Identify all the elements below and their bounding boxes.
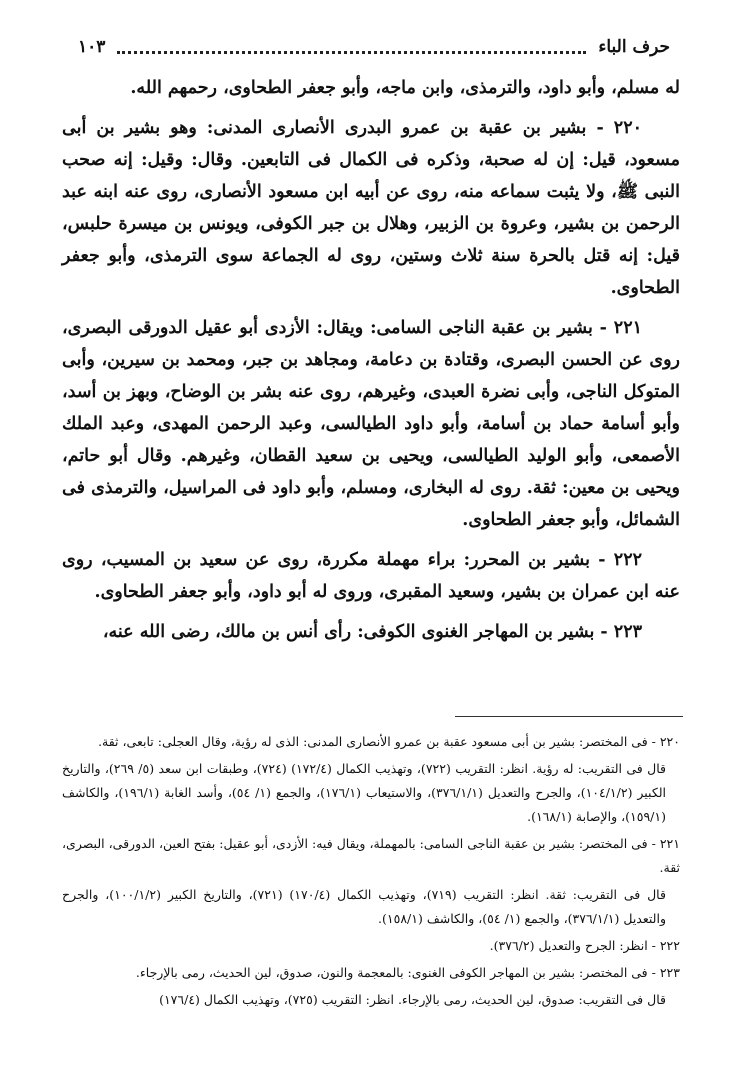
header-dot-leader [117,41,586,54]
footnote-222: ٢٢٢ - انظر: الجرح والتعديل (٣٧٦/٢). [489,938,680,953]
footnote-220-references: قال فى التقريب: له رؤية. انظر: التقريب (٧٢٢)، وتهذيب الكمال (١٧٢/٤) (٧٢٤)، وطبقات ابن سعد (٥/ ٢٦٩)، والتاريخ الكبير (١٠٤/١/٢)، والجرح والتعديل (٣٧٦/١/١)، والاستيعاب (١٧٦/١)، والجمع (١/ ٥٤)، وأسد الغابة (١٩٦/١)، والكاشف (١٥٩/١)، والإصابة (١٦٨/١). [62,761,667,824]
chapter-title: حرف الباء [598,37,670,57]
entry-220: ٢٢٠ - بشير بن عقبة بن عمرو البدرى الأنصارى المدنى: وهو بشير بن أبى مسعود، قيل: إن له صحبة، وذكره فى الكمال فى التابعين. وقال: وقيل: إنه صحب النبى ﷺ، ولا يثبت سماعه منه، روى عن أبيه ابن مسعود الأنصارى، روى عنه ابنه عبد الرحمن بن بشير، وعروة بن الزبير، وهلال بن جبر الكوفى، ويونس بن ميسرة حلبس، قيل: إنه قتل بالحرة سنة ثلاث وستين، روى له الجماعة سوى الترمذى، وأبو جعفر الطحاوى. [62,118,680,298]
footnotes [62,730,680,1015]
entry-222: ٢٢٢ - بشير بن المحرر: براء مهملة مكررة، روى عن سعيد بن المسيب، روى عنه ابن عمران بن بشير، وسعيد المقبرى، وروى له أبو داود، وأبو جعفر الطحاوى. [62,550,680,602]
entry-223: ٢٢٣ - بشير بن المهاجر الغنوى الكوفى: رأى أنس بن مالك، رضى الله عنه، [102,622,642,642]
page-number: ١٠٣ [78,37,106,57]
footnote-221: ٢٢١ - فى المختصر: بشير بن عقبة الناجى السامى: بالمهملة، ويقال فيه: الأزدى، أبو عقيل: بفتح العين، الدورقى، البصرى، ثقة. [62,836,680,875]
footnote-223: ٢٢٣ - فى المختصر: بشير بن المهاجر الكوفى الغنوى: بالمعجمة والنون، صدوق، لين الحديث، رمى بالإرجاء. [135,965,680,980]
footnote-separator [455,716,683,717]
footnote-220: ٢٢٠ - فى المختصر: بشير بن أبى مسعود عقبة بن عمرو الأنصارى المدنى: الذى له رؤية، وقال العجلى: تابعى، ثقة. [98,734,680,749]
footnote-221-references: قال فى التقريب: ثقة. انظر: التقريب (٧١٩)، وتهذيب الكمال (١٧٠/٤) (٧٢١)، والتاريخ الكبير (١٠٠/١/٢)، والجرح والتعديل (٣٧٦/١/١)، والجمع (١/ ٥٤)، والكاشف (١٥٨/١). [62,887,666,926]
entry-221: ٢٢١ - بشير بن عقبة الناجى السامى: ويقال: الأزدى أبو عقيل الدورقى البصرى، روى عن الحسن البصرى، وقتادة بن دعامة، ومجاهد بن جبر، ومحمد بن سيرين، وأبى المتوكل الناجى، وأبى نضرة العبدى، وغيرهم، روى عنه بشر بن الوضاح، وبهز بن أسد، وأبو أسامة حماد بن أسامة، وأبو داود الطيالسى، وعبد الرحمن المهدى، وعبد الملك الأصمعى، وأبو الوليد الطيالسى، ويحيى بن سعيد القطان، وغيرهم. وقال أبو حاتم، ويحيى بن معين: ثقة. روى له البخارى، ومسلم، وأبو داود فى المراسيل، والترمذى فى الشمائل، وأبو جعفر الطحاوى. [62,318,680,530]
footnote-223-references: قال فى التقريب: صدوق، لين الحديث، رمى بالإرجاء. انظر: التقريب (٧٢٥)، وتهذيب الكمال (١٧٦/٤) [159,992,666,1007]
page-header [78,30,670,64]
paragraph-continuation: له مسلم، وأبو داود، والترمذى، وابن ماجه، وأبو جعفر الطحاوى، رحمهم الله. [130,78,680,98]
main-text [62,72,680,656]
